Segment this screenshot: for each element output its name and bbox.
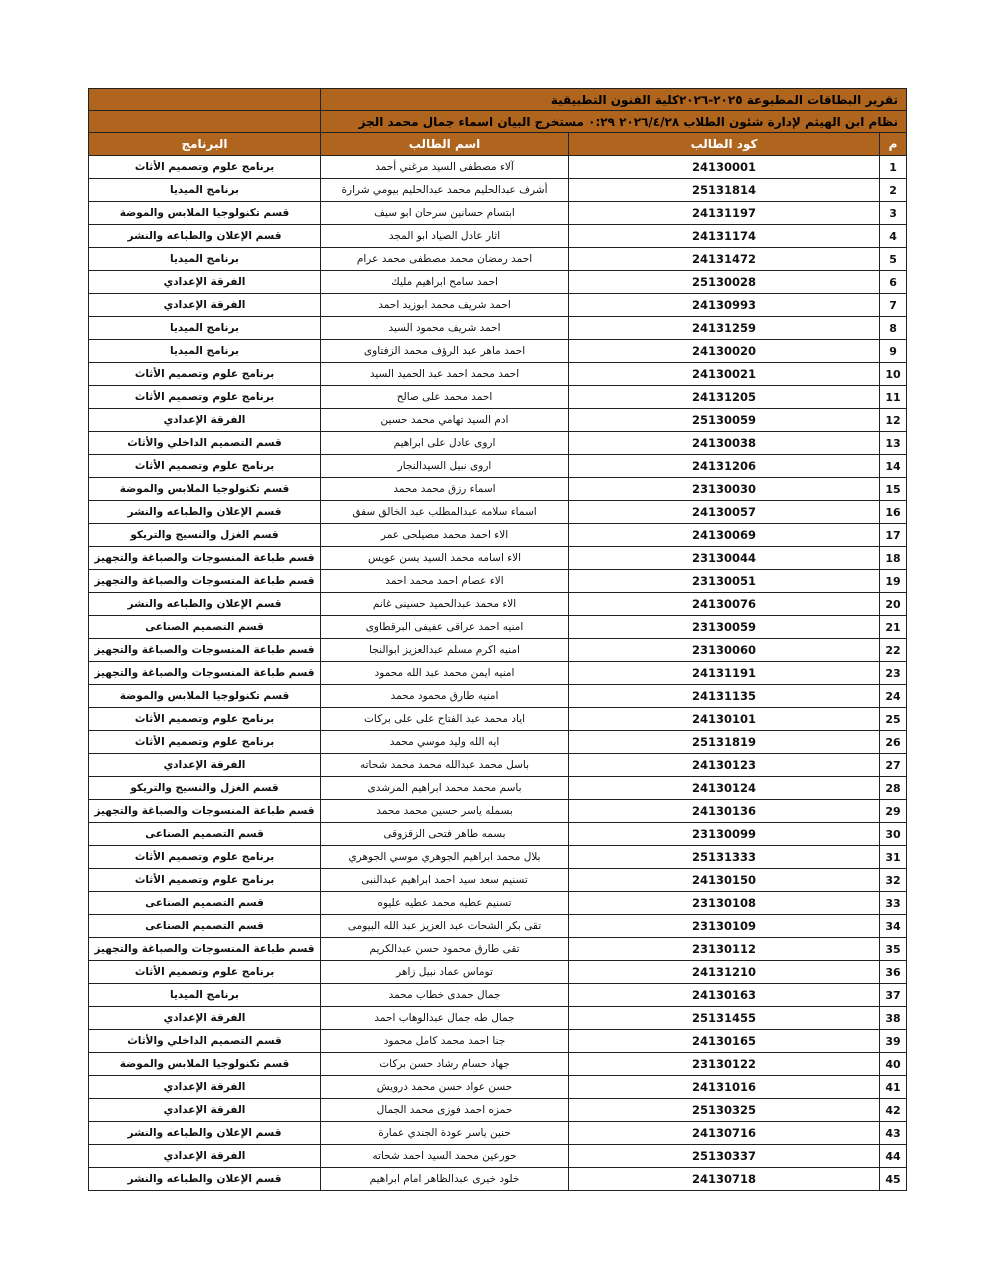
student-code: 25131333	[569, 846, 880, 869]
student-code: 25130325	[569, 1099, 880, 1122]
table-row	[89, 156, 907, 179]
report-subtitle: نظام ابن الهيثم لإدارة شئون الطلاب ٢٠٢٦/٤/٢٨ ٠:٢٩ مستخرج البيان اسماء جمال محمد الجز	[321, 111, 907, 133]
table-row	[89, 570, 907, 593]
student-code: 25130337	[569, 1145, 880, 1168]
student-name: احمد محمد على صالح	[321, 386, 569, 409]
header-num: م	[880, 133, 907, 156]
table-row	[89, 524, 907, 547]
student-name: ابتسام حسانين سرحان ابو سيف	[321, 202, 569, 225]
row-number: 18	[880, 547, 907, 570]
student-program: الفرقة الإعدادي	[89, 754, 321, 777]
table-row	[89, 294, 907, 317]
table-row	[89, 1168, 907, 1191]
row-number: 32	[880, 869, 907, 892]
table-row	[89, 846, 907, 869]
row-number: 34	[880, 915, 907, 938]
student-code: 23130030	[569, 478, 880, 501]
student-program: برنامج علوم وتصميم الأثاث	[89, 708, 321, 731]
row-number: 28	[880, 777, 907, 800]
row-number: 4	[880, 225, 907, 248]
student-program: الفرقة الإعدادي	[89, 1099, 321, 1122]
row-number: 36	[880, 961, 907, 984]
student-code: 24130001	[569, 156, 880, 179]
row-number: 42	[880, 1099, 907, 1122]
student-name: اروى نبيل السيدالنجار	[321, 455, 569, 478]
table-row	[89, 708, 907, 731]
row-number: 9	[880, 340, 907, 363]
student-code: 24130124	[569, 777, 880, 800]
student-name: توماس عماد نبيل زاهر	[321, 961, 569, 984]
student-name: جمال طه جمال عبدالوهاب احمد	[321, 1007, 569, 1030]
student-code: 24131210	[569, 961, 880, 984]
report-title-row	[89, 89, 907, 111]
students-table	[88, 88, 907, 1191]
student-program: الفرقة الإعدادي	[89, 1007, 321, 1030]
student-code: 25130059	[569, 409, 880, 432]
student-name: اسماء رزق محمد محمد	[321, 478, 569, 501]
table-row	[89, 777, 907, 800]
student-code: 23130108	[569, 892, 880, 915]
table-row	[89, 892, 907, 915]
student-name: حنين ياسر عودة الجندي عمارة	[321, 1122, 569, 1145]
table-row	[89, 363, 907, 386]
student-program: قسم الإعلان والطباعه والنشر	[89, 501, 321, 524]
student-code: 24130716	[569, 1122, 880, 1145]
table-row	[89, 225, 907, 248]
table-row	[89, 547, 907, 570]
student-program: الفرقة الإعدادي	[89, 1076, 321, 1099]
student-program: برنامج الميديا	[89, 317, 321, 340]
row-number: 33	[880, 892, 907, 915]
student-code: 25131455	[569, 1007, 880, 1030]
row-number: 41	[880, 1076, 907, 1099]
table-row	[89, 938, 907, 961]
student-name: تسنيم سعد سيد احمد ابراهيم عبدالنبى	[321, 869, 569, 892]
student-code: 24131259	[569, 317, 880, 340]
table-row	[89, 984, 907, 1007]
student-program: قسم طباعة المنسوجات والصباغة والتجهيز	[89, 662, 321, 685]
student-name: اروى عادل على ابراهيم	[321, 432, 569, 455]
student-program: قسم طباعة المنسوجات والصباغة والتجهيز	[89, 938, 321, 961]
row-number: 25	[880, 708, 907, 731]
row-number: 3	[880, 202, 907, 225]
student-name: امنيه احمد عراقى عفيفى البرقطاوى	[321, 616, 569, 639]
student-program: برنامج علوم وتصميم الأثاث	[89, 455, 321, 478]
student-code: 24130101	[569, 708, 880, 731]
student-code: 24130718	[569, 1168, 880, 1191]
table-row	[89, 961, 907, 984]
student-name: حسن عواد حسن محمد درويش	[321, 1076, 569, 1099]
table-row	[89, 616, 907, 639]
row-number: 38	[880, 1007, 907, 1030]
row-number: 21	[880, 616, 907, 639]
student-name: الاء احمد محمد مصيلحى عمر	[321, 524, 569, 547]
student-code: 23130122	[569, 1053, 880, 1076]
row-number: 44	[880, 1145, 907, 1168]
table-row	[89, 409, 907, 432]
table-row	[89, 593, 907, 616]
header-code: كود الطالب	[569, 133, 880, 156]
row-number: 7	[880, 294, 907, 317]
report-subtitle-row	[89, 111, 907, 133]
student-code: 24130136	[569, 800, 880, 823]
student-name: أشرف عبدالحليم محمد عبدالحليم بيومي شرارة	[321, 179, 569, 202]
student-code: 24131206	[569, 455, 880, 478]
student-name: حمزه احمد فوزى محمد الجمال	[321, 1099, 569, 1122]
student-program: قسم الإعلان والطباعه والنشر	[89, 593, 321, 616]
student-program: الفرقة الإعدادي	[89, 271, 321, 294]
student-program: قسم تكنولوجيا الملابس والموضة	[89, 478, 321, 501]
student-code: 24130038	[569, 432, 880, 455]
student-name: احمد شريف محمود السيد	[321, 317, 569, 340]
table-row	[89, 386, 907, 409]
report-title: تقرير البطاقات المطبوعة ٢٠٢٥-٢٠٢٦كلية الفنون التطبيقية	[321, 89, 907, 111]
student-name: آلاء مصطفى السيد مرغني أحمد	[321, 156, 569, 179]
student-code: 23130059	[569, 616, 880, 639]
row-number: 16	[880, 501, 907, 524]
row-number: 10	[880, 363, 907, 386]
row-number: 6	[880, 271, 907, 294]
row-number: 27	[880, 754, 907, 777]
student-code: 25130028	[569, 271, 880, 294]
student-name: اثار عادل الصياد ابو المجد	[321, 225, 569, 248]
row-number: 12	[880, 409, 907, 432]
student-program: الفرقة الإعدادي	[89, 1145, 321, 1168]
student-code: 23130044	[569, 547, 880, 570]
student-code: 24130057	[569, 501, 880, 524]
student-name: احمد رمضان محمد مصطفى محمد عرام	[321, 248, 569, 271]
row-number: 11	[880, 386, 907, 409]
student-program: قسم طباعة المنسوجات والصباغة والتجهيز	[89, 639, 321, 662]
student-program: برنامج علوم وتصميم الأثاث	[89, 869, 321, 892]
student-program: برنامج علوم وتصميم الأثاث	[89, 731, 321, 754]
student-name: احمد سامح ابراهيم مليك	[321, 271, 569, 294]
table-row	[89, 1007, 907, 1030]
header-name: اسم الطالب	[321, 133, 569, 156]
row-number: 29	[880, 800, 907, 823]
report-subtitle-blank	[89, 111, 321, 133]
table-row	[89, 340, 907, 363]
table-row	[89, 455, 907, 478]
student-name: خلود خيرى عبدالظاهر امام ابراهيم	[321, 1168, 569, 1191]
row-number: 19	[880, 570, 907, 593]
table-row	[89, 478, 907, 501]
report-sheet	[88, 88, 906, 1191]
student-program: برنامج علوم وتصميم الأثاث	[89, 846, 321, 869]
student-name: جهاد حسام رشاد حسن بركات	[321, 1053, 569, 1076]
student-program: برنامج الميديا	[89, 984, 321, 1007]
student-program: قسم تكنولوجيا الملابس والموضة	[89, 1053, 321, 1076]
student-code: 23130099	[569, 823, 880, 846]
row-number: 5	[880, 248, 907, 271]
header-program: البرنامج	[89, 133, 321, 156]
student-name: بسمه طاهر فتحى الزقزوقى	[321, 823, 569, 846]
table-row	[89, 1122, 907, 1145]
student-program: الفرقة الإعدادي	[89, 409, 321, 432]
report-title-blank	[89, 89, 321, 111]
table-row	[89, 248, 907, 271]
student-name: بسمله ياسر حسين محمد محمد	[321, 800, 569, 823]
student-name: احمد ماهر عبد الرؤف محمد الزفتاوى	[321, 340, 569, 363]
student-program: قسم طباعة المنسوجات والصباغة والتجهيز	[89, 570, 321, 593]
row-number: 40	[880, 1053, 907, 1076]
student-program: قسم التصميم الداخلي والأثاث	[89, 1030, 321, 1053]
student-program: قسم طباعة المنسوجات والصباغة والتجهيز	[89, 547, 321, 570]
row-number: 15	[880, 478, 907, 501]
student-code: 24131472	[569, 248, 880, 271]
table-row	[89, 754, 907, 777]
row-number: 24	[880, 685, 907, 708]
row-number: 8	[880, 317, 907, 340]
student-name: تسنيم عطيه محمد عطيه عليوه	[321, 892, 569, 915]
student-program: قسم الغزل والنسيج والتريكو	[89, 524, 321, 547]
student-code: 24131205	[569, 386, 880, 409]
student-name: امنيه ايمن محمد عبد الله محمود	[321, 662, 569, 685]
column-header-row	[89, 133, 907, 156]
row-number: 20	[880, 593, 907, 616]
student-program: برنامج علوم وتصميم الأثاث	[89, 156, 321, 179]
row-number: 26	[880, 731, 907, 754]
student-name: باسم محمد محمد ابراهيم المرشدى	[321, 777, 569, 800]
table-row	[89, 1030, 907, 1053]
table-row	[89, 1099, 907, 1122]
row-number: 23	[880, 662, 907, 685]
student-code: 24131174	[569, 225, 880, 248]
student-program: قسم الإعلان والطباعه والنشر	[89, 225, 321, 248]
student-name: باسل محمد عبدالله محمد محمد شحاته	[321, 754, 569, 777]
student-name: احمد محمد احمد عبد الحميد السيد	[321, 363, 569, 386]
student-code: 23130109	[569, 915, 880, 938]
student-name: جنا احمد محمد كامل محمود	[321, 1030, 569, 1053]
student-program: قسم التصميم الصناعى	[89, 616, 321, 639]
table-row	[89, 731, 907, 754]
row-number: 43	[880, 1122, 907, 1145]
student-code: 23130060	[569, 639, 880, 662]
row-number: 14	[880, 455, 907, 478]
table-row	[89, 685, 907, 708]
student-name: حورعين محمد السيد احمد شحاته	[321, 1145, 569, 1168]
student-program: برنامج علوم وتصميم الأثاث	[89, 961, 321, 984]
student-code: 24131197	[569, 202, 880, 225]
student-program: قسم الغزل والنسيج والتريكو	[89, 777, 321, 800]
table-row	[89, 823, 907, 846]
row-number: 37	[880, 984, 907, 1007]
student-program: الفرقة الإعدادي	[89, 294, 321, 317]
row-number: 30	[880, 823, 907, 846]
student-code: 24130993	[569, 294, 880, 317]
student-program: قسم التصميم الصناعى	[89, 823, 321, 846]
student-code: 24130123	[569, 754, 880, 777]
student-code: 24130021	[569, 363, 880, 386]
student-program: قسم التصميم الداخلي والأثاث	[89, 432, 321, 455]
student-name: اسماء سلامه عبدالمطلب عبد الخالق سفق	[321, 501, 569, 524]
student-name: تقى بكر الشحات عبد العزيز عبد الله البيومى	[321, 915, 569, 938]
table-row	[89, 1145, 907, 1168]
student-name: تقى طارق محمود حسن عبدالكريم	[321, 938, 569, 961]
row-number: 2	[880, 179, 907, 202]
student-name: جمال حمدى خطاب محمد	[321, 984, 569, 1007]
student-program: قسم طباعة المنسوجات والصباغة والتجهيز	[89, 800, 321, 823]
student-code: 24130163	[569, 984, 880, 1007]
student-program: قسم الإعلان والطباعه والنشر	[89, 1122, 321, 1145]
student-program: قسم التصميم الصناعى	[89, 892, 321, 915]
student-program: برنامج الميديا	[89, 179, 321, 202]
student-code: 24130165	[569, 1030, 880, 1053]
row-number: 1	[880, 156, 907, 179]
table-row	[89, 501, 907, 524]
student-name: ادم السيد تهامي محمد حسين	[321, 409, 569, 432]
student-program: برنامج علوم وتصميم الأثاث	[89, 363, 321, 386]
student-code: 23130051	[569, 570, 880, 593]
student-code: 25131814	[569, 179, 880, 202]
student-name: الاء اسامه محمد السيد يسن عويس	[321, 547, 569, 570]
student-name: الاء محمد عبدالحميد حسينى غانم	[321, 593, 569, 616]
student-name: ايه الله وليد موسي محمد	[321, 731, 569, 754]
student-program: قسم تكنولوجيا الملابس والموضة	[89, 685, 321, 708]
table-row	[89, 915, 907, 938]
student-code: 24130076	[569, 593, 880, 616]
student-code: 24131135	[569, 685, 880, 708]
row-number: 22	[880, 639, 907, 662]
row-number: 17	[880, 524, 907, 547]
table-row	[89, 662, 907, 685]
student-code: 24130020	[569, 340, 880, 363]
row-number: 35	[880, 938, 907, 961]
student-program: قسم الإعلان والطباعه والنشر	[89, 1168, 321, 1191]
student-program: قسم التصميم الصناعى	[89, 915, 321, 938]
row-number: 39	[880, 1030, 907, 1053]
table-row	[89, 1076, 907, 1099]
table-row	[89, 179, 907, 202]
table-row	[89, 432, 907, 455]
student-program: برنامج الميديا	[89, 248, 321, 271]
table-row	[89, 639, 907, 662]
table-row	[89, 1053, 907, 1076]
table-row	[89, 800, 907, 823]
student-code: 23130112	[569, 938, 880, 961]
student-code: 24131191	[569, 662, 880, 685]
student-name: امنيه طارق محمود محمد	[321, 685, 569, 708]
student-program: برنامج علوم وتصميم الأثاث	[89, 386, 321, 409]
row-number: 45	[880, 1168, 907, 1191]
student-name: الاء عصام احمد محمد احمد	[321, 570, 569, 593]
table-row	[89, 869, 907, 892]
table-row	[89, 202, 907, 225]
student-code: 24130150	[569, 869, 880, 892]
student-code: 25131819	[569, 731, 880, 754]
row-number: 13	[880, 432, 907, 455]
student-name: احمد شريف محمد ابوزيد احمد	[321, 294, 569, 317]
row-number: 31	[880, 846, 907, 869]
student-code: 24130069	[569, 524, 880, 547]
table-row	[89, 271, 907, 294]
student-name: امنيه اكرم مسلم عبدالعزيز ابوالنجا	[321, 639, 569, 662]
table-row	[89, 317, 907, 340]
student-program: برنامج الميديا	[89, 340, 321, 363]
student-code: 24131016	[569, 1076, 880, 1099]
student-name: اياد محمد عبد الفتاح على على بركات	[321, 708, 569, 731]
student-program: قسم تكنولوجيا الملابس والموضة	[89, 202, 321, 225]
student-name: بلال محمد ابراهيم الجوهري موسي الجوهري	[321, 846, 569, 869]
